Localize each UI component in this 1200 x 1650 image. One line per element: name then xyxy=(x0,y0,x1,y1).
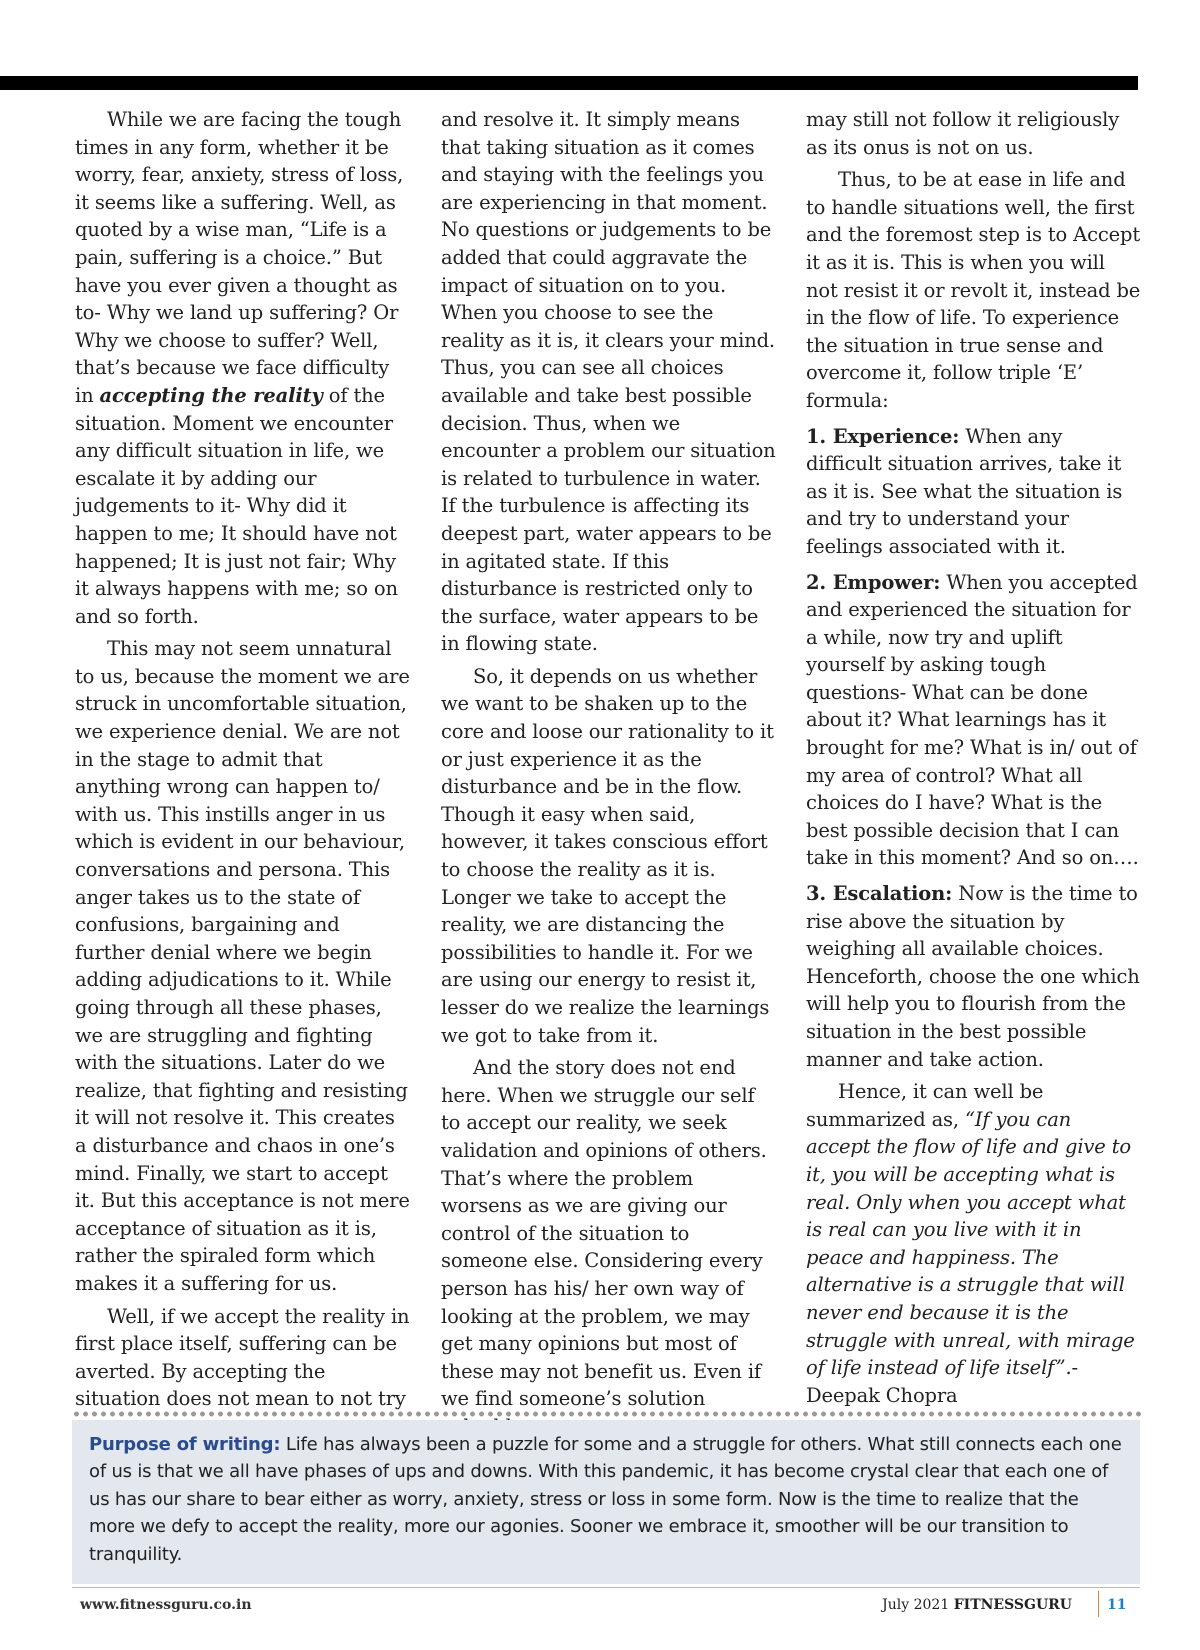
paragraph-3: Well, if we accept the reality in first place itself, suffering can be averted. By accepting the situation does not mean to not try xyxy=(75,1304,410,1411)
magazine-name: FITNESSGURU xyxy=(953,1597,1072,1613)
step-text: When any difficult situation arrives, take it as it is. See what the situation is and try to understand your feelings associated with it. xyxy=(806,424,1123,558)
footer-issue xyxy=(882,1597,1072,1613)
step-label: 1. Experience: xyxy=(806,424,960,448)
paragraph-6: And the story does not end here. When we struggle our self to accept our reality, we seek validation and opinions of others. That’s where the problem worsens as we are giving our control of the situation to someone else. Considering every person has his/ her own way of looking at the problem, we may get many opinions but most of these may not benefit us. Even if we find someone’s solution xyxy=(441,1056,767,1411)
step-experience xyxy=(806,423,1141,561)
paragraph-1 xyxy=(75,106,410,630)
header-bar xyxy=(0,76,1138,90)
article-column-1 xyxy=(75,106,410,1418)
purpose-text: Life has always been a puzzle for some and a struggle for others. What still connects each one of us is that we all have phases of ups and downs. With this pandemic, it has become crystal clear that each one of us has our share to bear either as worry, anxiety, stress or loss in some form. Now is the time to realize that the more we defy to accept the reality, more our agonies. Sooner we embrace it, smoother will be our transition to tranquility. xyxy=(89,1434,1122,1565)
step-empower xyxy=(806,569,1141,873)
issue-date: July 2021 xyxy=(882,1597,950,1613)
paragraph-4: and resolve it. It simply means that taking situation as it comes and staying with the feelings you are experiencing in that moment. No questions or judgements to be added that could aggravate the impact of situation on to you. When you choose to see the reality as it is, it clears your mind. Thus, you can see all choices available and take best possible decision. Thus, when we encounter a problem our situation is related to turbulence in water. If the turbulence is affecting its deepest part, water appears to be in agitated state. If this disturbance is restricted only to the surface, water appears to be in flowing state. xyxy=(441,108,776,656)
purpose-box xyxy=(72,1420,1140,1584)
step-text: When you accepted and experienced the situation for a while, now try and uplift yourself by asking tough questions- What can be done about it? What learnings has it brought for me? What is in/ out of my area of control? What all choices do I have? What is the best possible decision that I can take in this moment? And so on…. xyxy=(806,570,1139,870)
step-label: 2. Empower: xyxy=(806,570,941,594)
footer-website: www.fitnessguru.co.in xyxy=(80,1597,252,1613)
text-run: While we are facing the tough times in any form, whether it be worry, fear, anxiety, stress of loss, it seems like a suffering. Well, as quoted by a wise man, “Life is a pain, suffering is a choice.” But have you ever given a thought as to- Why we land up suffering? Or Why we choose to suffer? Well, that’s because we face difficulty in xyxy=(75,108,404,407)
text-run: of the situation. Moment we encounter any difficult situation in life, we escalate it by adding our judgements to it- Why did it happen to me; It should have not happened; It is just not fair; Why it always happens with me; so on and so forth. xyxy=(75,383,398,628)
page-number: 11 xyxy=(1107,1597,1127,1613)
step-label: 3. Escalation: xyxy=(806,882,953,906)
emphasis-text: accepting the reality xyxy=(99,383,323,407)
dotted-divider xyxy=(72,1410,1142,1418)
paragraph-8: Thus, to be at ease in life and to handle situations well, the first and the foremost step is to Accept it as it is. This is when you will not resist it or revolt it, instead be in the flow of life. To experience the situation in true sense and overcome it, follow triple ‘E’ formula: xyxy=(806,168,1141,412)
quote-text: “If you can accept the flow of life and give to it, you will be accepting what is real. Only when you accept what is real can you live with it in peace and happiness. The alternative is a struggle that will never end because it is the struggle with unreal, with mirage of life instead of life itself”. xyxy=(806,1107,1135,1380)
paragraph-2: This may not seem unnatural to us, because the moment we are struck in uncomfortable situation, we experience denial. We are not in the stage to admit that anything wrong can happen to/ with us. This instills anger in us which is evident in our behaviour, conversations and persona. This anger takes us to the state of confusions, bargaining and further denial where we begin adding adjudications to it. While going through all these phases, we are struggling and fighting with the situations. Later do we realize, that fighting and resisting it will not resolve it. This creates a disturbance and chaos in one’s mind. Finally, we start to accept it. But this acceptance is not mere acceptance of situation as it is, rather the spiraled form which makes it a suffering for us. xyxy=(75,637,410,1295)
purpose-label: Purpose of writing: xyxy=(89,1434,281,1455)
paragraph-5: So, it depends on us whether we want to be shaken up to the core and loose our rationality to it or just experience it as the disturbance and be in the flow. Though it easy when said, however, it takes conscious effort to choose the reality as it is. Longer we take to accept the reality, we are distancing the possibilities to handle it. For we are using our energy to resist it, lesser do we realize the learnings we got to take from it. xyxy=(441,664,774,1047)
article-column-3 xyxy=(806,106,1141,1414)
article-column-2 xyxy=(441,106,776,1446)
footer-divider xyxy=(72,1587,1140,1588)
step-text: Now is the time to rise above the situation by weighing all available choices. Henceforth, choose the one which will help you to flourish from the situation in the best possible manner and take action. xyxy=(806,882,1140,1071)
paragraph-7: may still not follow it religiously as its onus is not on us. xyxy=(806,108,1120,159)
quote-author: - Deepak Chopra xyxy=(806,1356,1078,1407)
step-escalation xyxy=(806,880,1141,1073)
footer-separator xyxy=(1098,1591,1099,1617)
text-run: Hence, it can well be summarized as, xyxy=(806,1080,1044,1131)
paragraph-summary xyxy=(806,1078,1141,1409)
